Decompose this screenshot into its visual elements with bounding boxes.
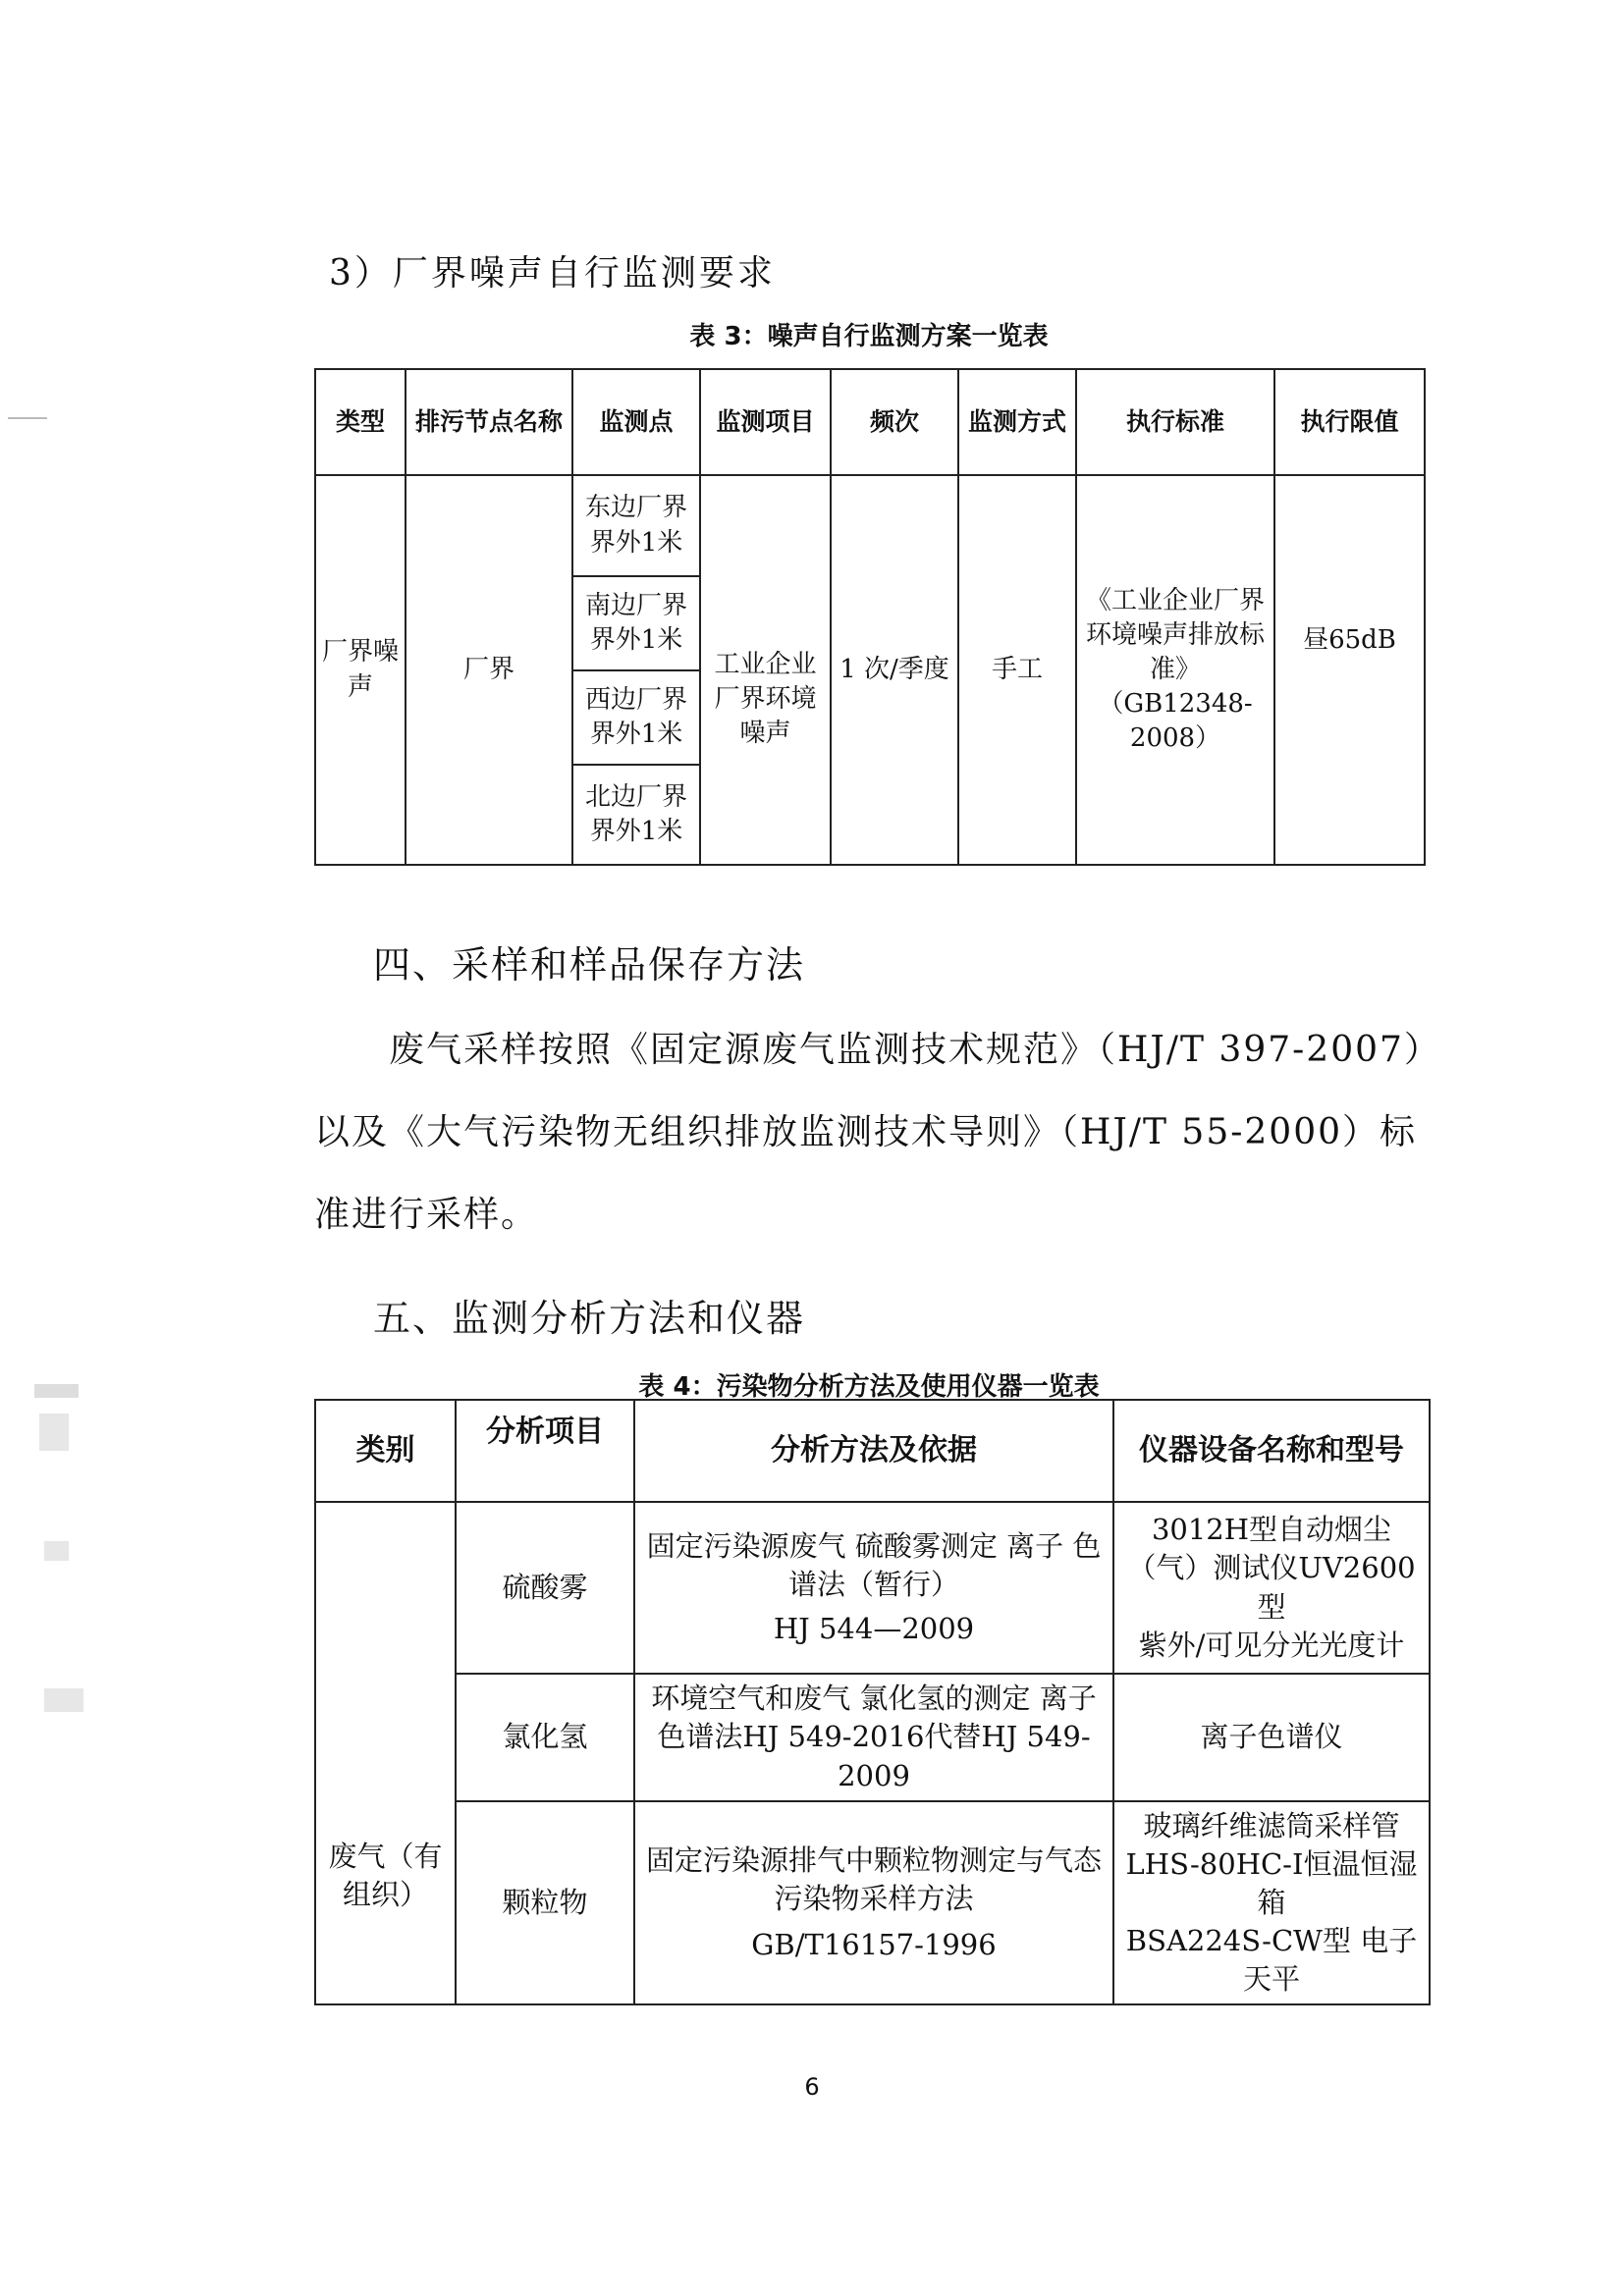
table-row	[315, 1801, 1430, 2004]
method-code: HJ 544—2009	[773, 1612, 975, 1646]
point-cell: 东边厂界界外1米	[572, 475, 700, 576]
header-cell: 排污节点名称	[406, 369, 572, 475]
table-row	[315, 1502, 1430, 1674]
header-cell: 执行限值	[1274, 369, 1425, 475]
instrument-text-2: 紫外/可见分光光度计	[1138, 1628, 1405, 1662]
instrument-text: 玻璃纤维滤筒采样管LHS-80HC-I恒温恒湿箱	[1125, 1808, 1418, 1919]
page-number: 6	[804, 2073, 820, 2101]
scan-speck	[8, 417, 47, 419]
method-cell: 手工	[958, 475, 1076, 865]
item-cell: 颗粒物	[456, 1801, 634, 2004]
table-row	[315, 475, 1425, 576]
node-cell: 厂界	[406, 475, 572, 865]
limit-cell: 昼65dB	[1274, 475, 1425, 865]
instrument-text: 3012H型自动烟尘（气）测试仪UV2600型	[1127, 1513, 1416, 1624]
point-cell: 北边厂界界外1米	[572, 765, 700, 865]
table4-caption: 表 4：污染物分析方法及使用仪器一览表	[638, 1372, 1100, 1402]
header-cell: 仪器设备名称和型号	[1113, 1400, 1430, 1502]
header-cell: 分析方法及依据	[634, 1400, 1113, 1502]
section5-title: 五、监测分析方法和仪器	[373, 1297, 806, 1340]
header-cell: 执行标准	[1076, 369, 1274, 475]
item-cell: 硫酸雾	[456, 1502, 634, 1674]
noise-monitoring-table	[314, 368, 1426, 866]
scan-speck	[34, 1384, 79, 1398]
scan-speck	[39, 1414, 69, 1451]
method-cell	[634, 1502, 1113, 1674]
category-cell: 废气（有组织）	[315, 1502, 456, 2004]
scan-speck	[44, 1688, 83, 1712]
method-cell: 环境空气和废气 氯化氢的测定 离子色谱法HJ 549-2016代替HJ 549-2009	[634, 1674, 1113, 1801]
type-cell: 厂界噪声	[315, 475, 406, 865]
header-cell: 监测项目	[700, 369, 831, 475]
method-cell	[634, 1801, 1113, 2004]
table-header-row	[315, 369, 1425, 475]
table-header-row	[315, 1400, 1430, 1502]
point-cell: 南边厂界界外1米	[572, 576, 700, 670]
frequency-cell: 1 次/季度	[831, 475, 958, 865]
header-cell: 类型	[315, 369, 406, 475]
instrument-text-2: BSA224S-CW型 电子天平	[1125, 1924, 1418, 1997]
method-code: GB/T16157-1996	[751, 1928, 997, 1962]
instrument-cell	[1113, 1801, 1430, 2004]
header-cell: 监测方式	[958, 369, 1076, 475]
header-cell: 分析项目	[456, 1400, 634, 1502]
scan-speck	[44, 1541, 69, 1561]
instrument-cell: 离子色谱仪	[1113, 1674, 1430, 1801]
table3-caption: 表 3：噪声自行监测方案一览表	[689, 322, 1049, 351]
item-cell: 工业企业厂界环境噪声	[700, 475, 831, 865]
instrument-cell	[1113, 1502, 1430, 1674]
analysis-method-table	[314, 1399, 1431, 2005]
table-row	[315, 1674, 1430, 1801]
method-text: 固定污染源排气中颗粒物测定与气态污染物采样方法	[645, 1842, 1102, 1915]
header-cell: 监测点	[572, 369, 700, 475]
header-cell: 类别	[315, 1400, 456, 1502]
item-cell: 氯化氢	[456, 1674, 634, 1801]
standard-cell: 《工业企业厂界环境噪声排放标准》（GB12348-2008）	[1076, 475, 1274, 865]
point-cell: 西边厂界界外1米	[572, 670, 700, 765]
section4-body: 废气采样按照《固定源废气监测技术规范》（HJ/T 397-2007）以及《大气污染物无组织排放监测技术导则》（HJ/T 55-2000）标准进行采样。	[314, 1030, 1424, 1235]
method-text: 固定污染源废气 硫酸雾测定 离子 色谱法（暂行）	[646, 1528, 1102, 1601]
section4-title: 四、采样和样品保存方法	[373, 943, 806, 987]
header-cell: 频次	[831, 369, 958, 475]
section-heading-noise: 3）厂界噪声自行监测要求	[329, 253, 776, 294]
